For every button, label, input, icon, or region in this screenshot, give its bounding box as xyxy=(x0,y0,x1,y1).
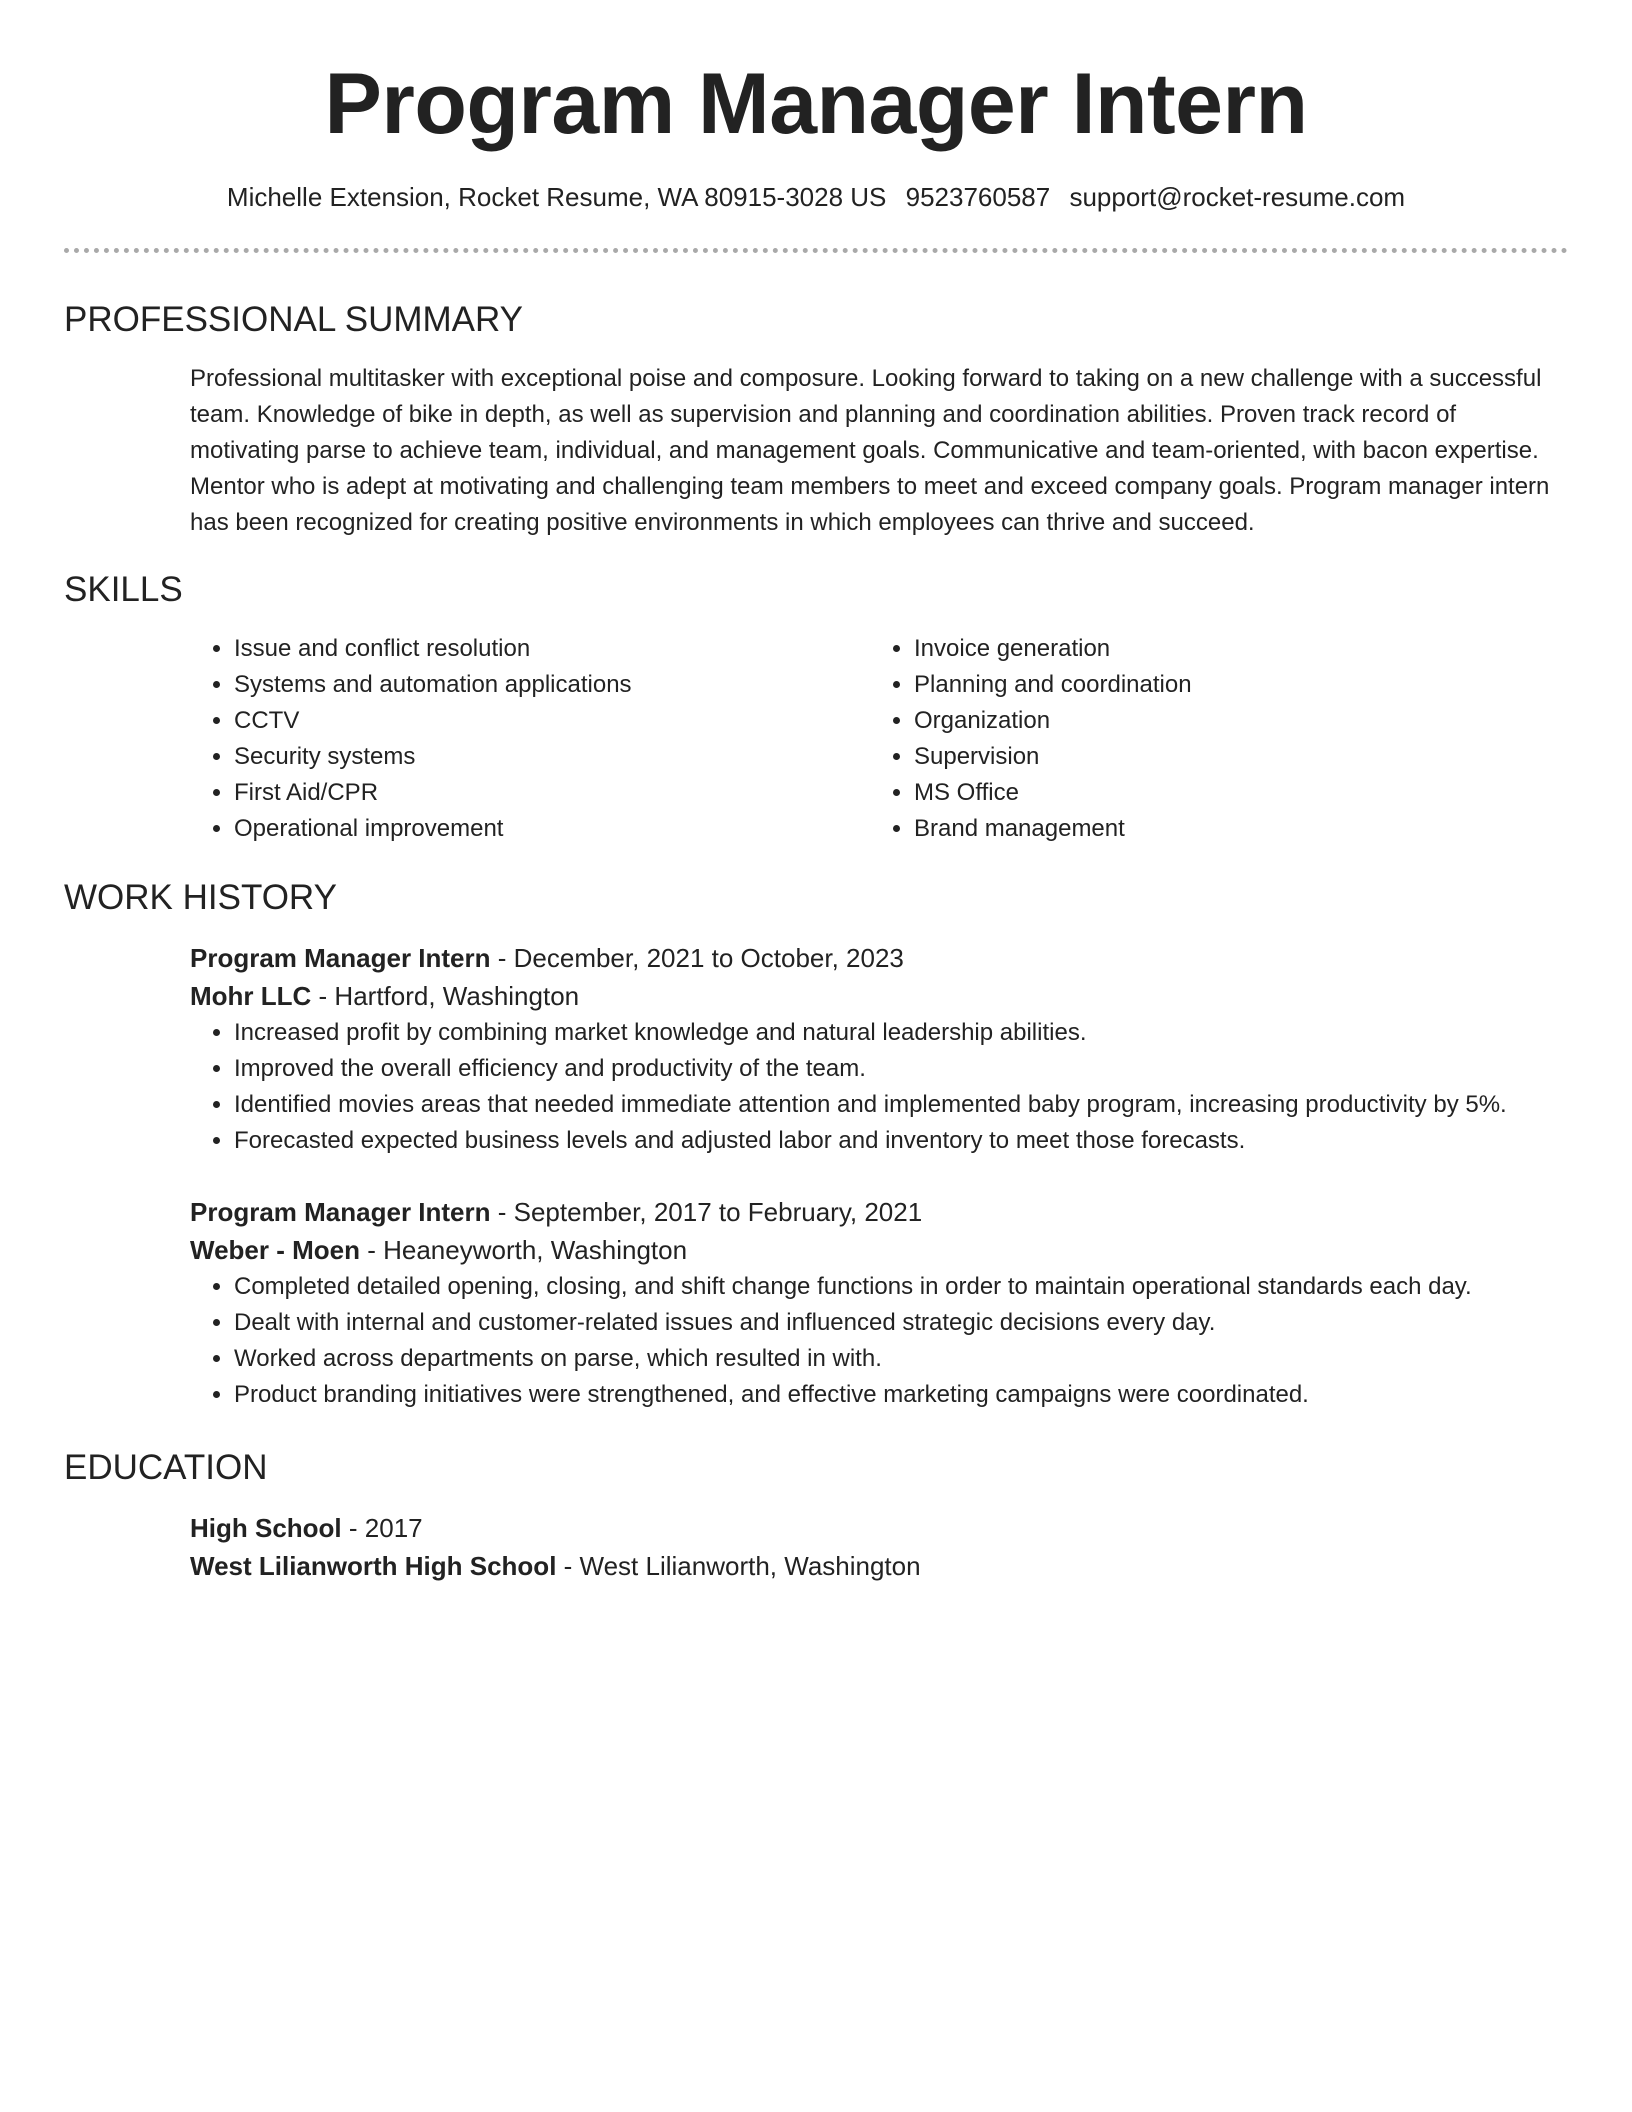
list-item: • Completed detailed opening, closing, and shift change functions in order to maintain operational standards each day. xyxy=(234,1269,1568,1305)
list-item: • Planning and coordination xyxy=(914,667,1568,703)
summary-body xyxy=(190,361,1568,541)
work-section xyxy=(64,877,1568,1413)
education-body xyxy=(190,1509,1568,1585)
job-role-line xyxy=(190,939,1568,977)
list-item: • Worked across departments on parse, which resulted in with. xyxy=(234,1341,1568,1377)
summary-section xyxy=(64,299,1568,541)
contact-email: support@rocket-resume.com xyxy=(1069,182,1406,212)
skills-title: SKILLS xyxy=(64,570,183,609)
list-item: • Product branding initiatives were strengthened, and effective marketing campaigns were coordinated. xyxy=(234,1377,1568,1413)
job-company-line xyxy=(190,1231,1568,1269)
list-item: • MS Office xyxy=(914,775,1568,811)
job-location: - Hartford, Washington xyxy=(311,981,580,1011)
skills-list-left xyxy=(190,631,870,847)
candidate-name: Program Manager Intern xyxy=(324,56,1308,152)
list-item: • Supervision xyxy=(914,739,1568,775)
job-entry xyxy=(190,939,1568,1159)
list-item: • Issue and conflict resolution xyxy=(234,631,870,667)
job-company-line xyxy=(190,977,1568,1015)
education-school: West Lilianworth High School xyxy=(190,1551,557,1581)
summary-title: PROFESSIONAL SUMMARY xyxy=(64,300,523,339)
header-divider xyxy=(64,248,1568,253)
skills-grid xyxy=(190,631,1568,847)
job-dates: - September, 2017 to February, 2021 xyxy=(490,1197,923,1227)
job-bullets xyxy=(190,1015,1568,1159)
education-degree-line xyxy=(190,1509,1568,1547)
list-item: • Security systems xyxy=(234,739,870,775)
job-location: - Heaneyworth, Washington xyxy=(359,1235,688,1265)
list-item: • Systems and automation applications xyxy=(234,667,870,703)
job-company: Weber - Moen xyxy=(190,1235,360,1265)
list-item: • Dealt with internal and customer-related issues and influenced strategic decisions every day. xyxy=(234,1305,1568,1341)
work-title: WORK HISTORY xyxy=(64,878,337,917)
list-item: • Identified movies areas that needed immediate attention and implemented baby program, increasing productivity by 5%. xyxy=(234,1087,1568,1123)
resume-header xyxy=(64,0,1568,214)
contact-address: Michelle Extension, Rocket Resume, WA 80915-3028 US xyxy=(226,182,887,212)
job-bullets xyxy=(190,1269,1568,1413)
education-year: - 2017 xyxy=(341,1513,423,1543)
list-item: • Increased profit by combining market knowledge and natural leadership abilities. xyxy=(234,1015,1568,1051)
education-section xyxy=(64,1447,1568,1585)
job-role-line xyxy=(190,1193,1568,1231)
education-school-line xyxy=(190,1547,1568,1585)
contact-line xyxy=(64,180,1568,214)
job-dates: - December, 2021 to October, 2023 xyxy=(490,943,904,973)
contact-phone: 9523760587 xyxy=(905,182,1051,212)
list-item: • Improved the overall efficiency and productivity of the team. xyxy=(234,1051,1568,1087)
list-item: • Forecasted expected business levels and adjusted labor and inventory to meet those forecasts. xyxy=(234,1123,1568,1159)
job-company: Mohr LLC xyxy=(190,981,312,1011)
job-role: Program Manager Intern xyxy=(190,943,491,973)
education-location: - West Lilianworth, Washington xyxy=(556,1551,921,1581)
job-role: Program Manager Intern xyxy=(190,1197,491,1227)
list-item: • Operational improvement xyxy=(234,811,870,847)
list-item: • Brand management xyxy=(914,811,1568,847)
list-item: • Organization xyxy=(914,703,1568,739)
education-degree: High School xyxy=(190,1513,342,1543)
list-item: • Invoice generation xyxy=(914,631,1568,667)
skills-section xyxy=(64,569,1568,847)
list-item: • CCTV xyxy=(234,703,870,739)
list-item: • First Aid/CPR xyxy=(234,775,870,811)
education-title: EDUCATION xyxy=(64,1448,268,1487)
job-entry xyxy=(190,1193,1568,1413)
summary-text: Professional multitasker with exceptional poise and composure. Looking forward to taking on a new challenge with a successful team. Knowledge of bike in depth, as well as supervision and planning and coordination abilities. Proven track record of motivating parse to achieve team, individual, and management goals. Communicative and team-oriented, with bacon expertise. Mentor who is adept at motivating and challenging team members to meet and exceed company goals. Program manager intern has been recognized for creating positive environments in which employees can thrive and succeed. xyxy=(190,365,1550,536)
skills-list-right xyxy=(870,631,1568,847)
work-body xyxy=(190,939,1568,1413)
